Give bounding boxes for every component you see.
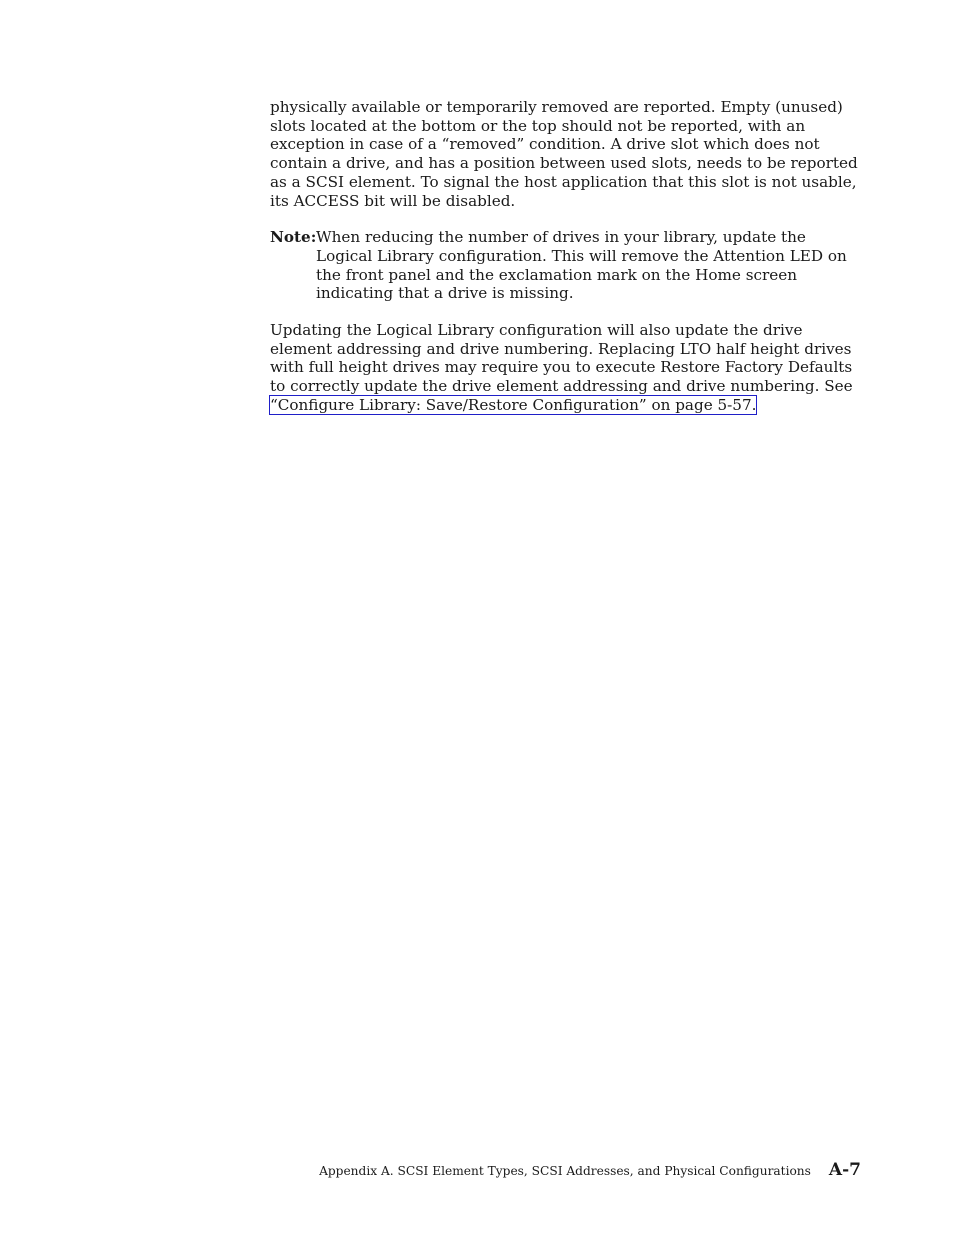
note-block	[270, 228, 862, 303]
note-text: When reducing the number of drives in your library, update the Logical Library configuration. This will remove the Attention LED on the front panel and the exclamation mark on the Home screen indicating that a drive is missing.	[316, 228, 847, 303]
page-footer	[319, 1160, 861, 1180]
paragraph-logical-library-text: Updating the Logical Library configuration will also update the drive element addressing and drive numbering. Replacing LTO half height drives with full height drives may require you to execute Restore Factory Defaults to correctly update the drive element addressing and drive numbering. See	[270, 321, 853, 396]
page-number: A-7	[828, 1160, 861, 1180]
page-body	[270, 98, 862, 415]
paragraph-logical-library	[270, 321, 862, 415]
configure-library-link[interactable]: “Configure Library: Save/Restore Configuration” on page 5-57.	[270, 395, 757, 414]
footer-chapter-title: Appendix A. SCSI Element Types, SCSI Addresses, and Physical Configurations	[319, 1164, 811, 1178]
note-label: Note:	[270, 228, 317, 247]
paragraph-slot-reporting: physically available or temporarily removed are reported. Empty (unused) slots located at the bottom or the top should not be reported, with an exception in case of a “removed” condition. A drive slot which does not contain a drive, and has a position between used slots, needs to be reported as a SCSI element. To signal the host application that this slot is not usable, its ACCESS bit will be disabled.	[270, 98, 858, 210]
